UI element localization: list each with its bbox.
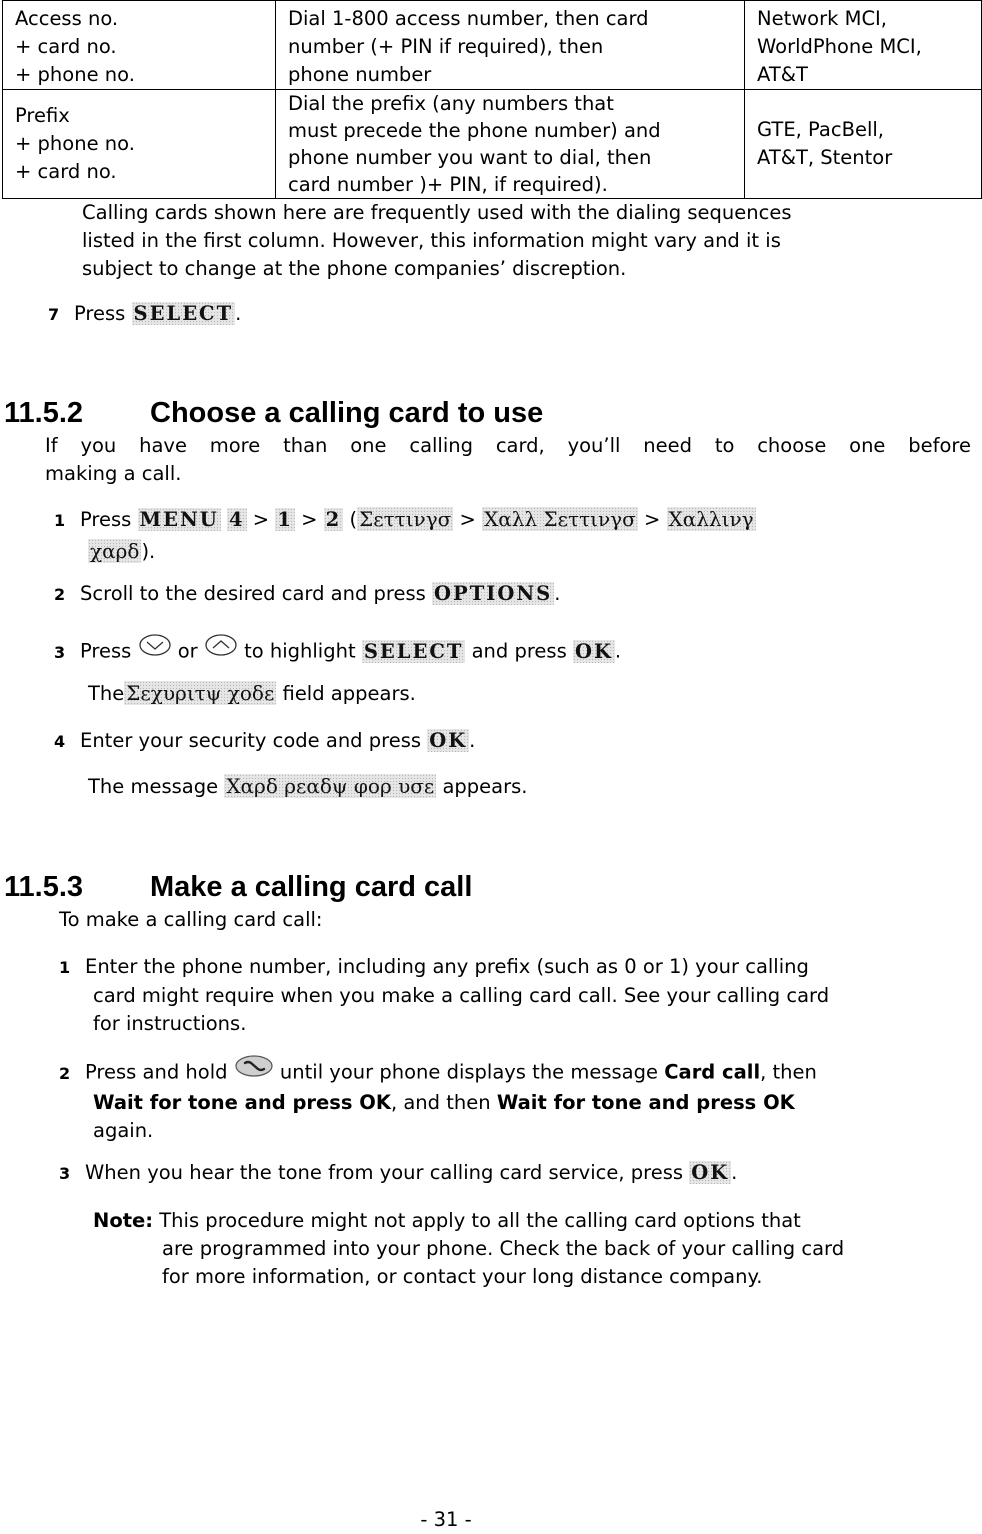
sequence-cell: Access no. + card no. + phone no. <box>3 1 276 90</box>
cards-cell: GTE, PacBell, AT&T, Stentor <box>745 90 982 199</box>
step-2: 2 Scroll to the desired card and press OPTIONS . <box>54 582 561 605</box>
menu-calling-card-cont: χαρδ <box>90 539 140 563</box>
dialing-sequence-table <box>2 0 982 199</box>
call-step-2: 2 Press and hold until your phone displays the message Card call, then Wait for tone and press OK, and then Wait for tone and press OK again. <box>59 1057 969 1145</box>
instructions-cell: Dial 1-800 access number, then card number (+ PIN if required), then phone number <box>276 1 745 90</box>
sequence-cell: Prefix + phone no. + card no. <box>3 90 276 199</box>
ok-key: OK <box>574 639 613 663</box>
select-key: SELECT <box>363 639 464 663</box>
menu-calling-card: Χαλλινγ <box>668 507 754 531</box>
scroll-up-icon <box>204 632 238 666</box>
instructions-cell: Dial the prefix (any numbers that must precede the phone number) and phone number you want to dial, then card number )+ PIN, if required). <box>276 90 745 199</box>
menu-key: MENU <box>139 508 219 531</box>
menu-settings: Σεττινγσ <box>359 507 452 531</box>
scroll-down-icon <box>138 632 172 666</box>
step-4-result: The message Χαρδ ρεαδψ φορ υσε appears. <box>88 774 528 798</box>
table-note: Calling cards shown here are frequently used with the dialing sequences listed in the first column. However, this information might vary and it is subject to change at the phone companies’ discreption. <box>82 201 792 280</box>
call-step-1: 1 Enter the phone number, including any prefix (such as 0 or 1) your calling card might require when you make a calling card call. See your calling card for instructions. <box>59 955 830 1035</box>
menu-call-settings: Χαλλ Σεττινγσ <box>484 507 636 531</box>
ok-key: OK <box>691 1161 730 1184</box>
table-row <box>3 1 982 90</box>
section-intro: If you have more than one calling card, you’ll need to choose one before making a call. <box>45 434 971 485</box>
table-row <box>3 90 982 199</box>
step-7: 7 Press SELECT . <box>48 302 242 325</box>
section-heading-11-5-3: 11.5.3 Make a calling card call <box>4 871 473 903</box>
step-4: 4 Enter your security code and press OK . <box>54 729 476 752</box>
cards-cell: Network MCI, WorldPhone MCI, AT&T <box>745 1 982 90</box>
section-intro: To make a calling card call: <box>59 908 323 931</box>
ok-key: OK <box>429 729 468 752</box>
security-code-field: Σεχυριτψ χοδε <box>126 681 275 705</box>
key-2: 2 <box>325 508 342 531</box>
call-step-3: 3 When you hear the tone from your calling card service, press OK . <box>59 1161 738 1184</box>
send-key-icon <box>234 1054 274 1086</box>
note: Note: This procedure might not apply to all the calling card options that are programmed into your phone. Check the back of your calling card for more information, or contact your long distance company. <box>93 1209 845 1288</box>
step-1: 1 Press MENU 4 > 1 > 2 ( Σεττινγσ > Χαλλ Σεττινγσ > Χαλλινγ χαρδ ). <box>54 507 754 563</box>
page-number: - 31 - <box>420 1508 472 1531</box>
key-4: 4 <box>229 508 245 531</box>
key-1: 1 <box>277 508 293 531</box>
card-ready-message: Χαρδ ρεαδψ φορ υσε <box>226 774 435 798</box>
step-3-result: The Σεχυριτψ χοδε field appears. <box>88 681 416 705</box>
select-key: SELECT <box>133 302 234 325</box>
options-key: OPTIONS <box>434 582 553 605</box>
section-heading-11-5-2: 11.5.2 Choose a calling card to use <box>4 397 544 429</box>
step-3: 3 Press or to highlight SELECT and press OK . <box>54 635 621 669</box>
